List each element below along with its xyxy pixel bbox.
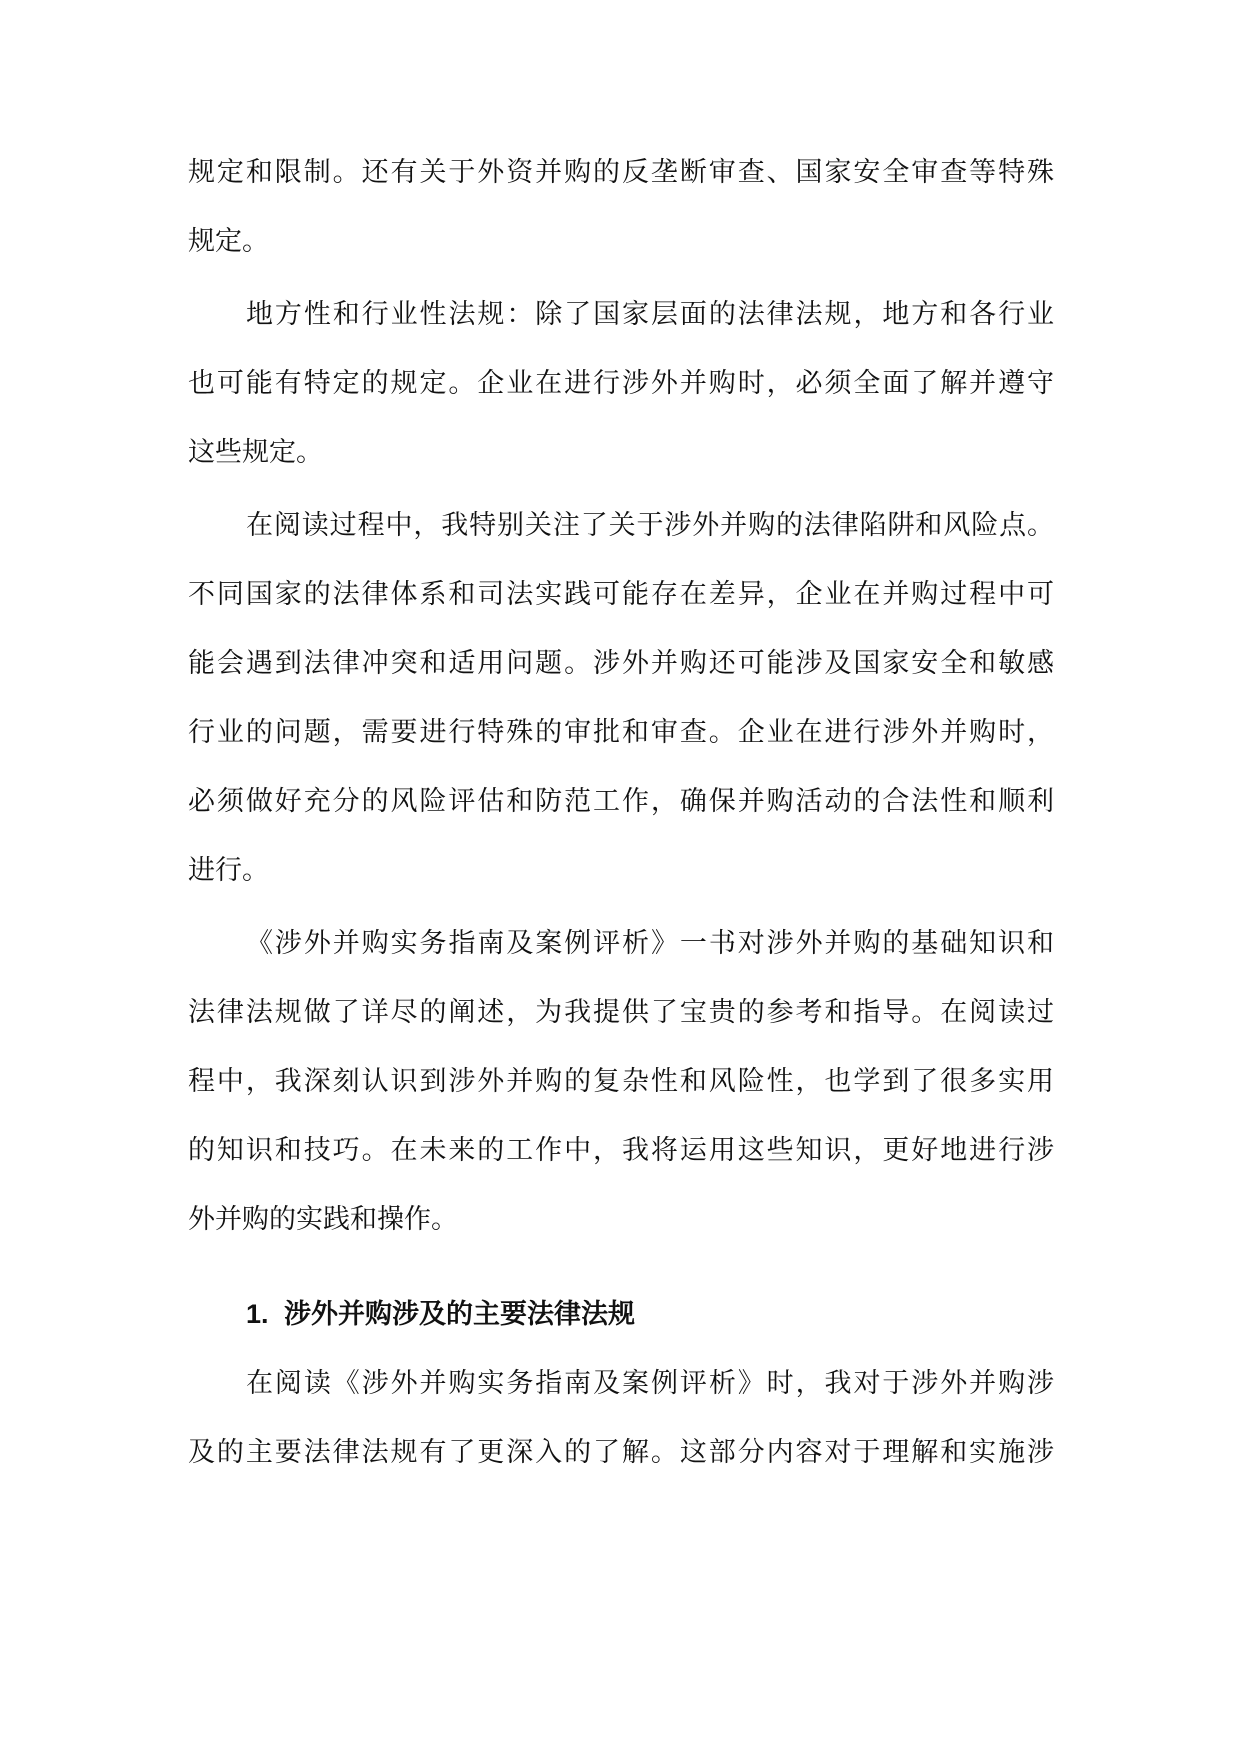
text-line: 《涉外并购实务指南及案例评析》一书对涉外并购的基础知识和 [246,928,1054,959]
text-line: 规定。 [188,226,269,257]
text-line: 外并购的实践和操作。 [188,1204,458,1235]
text-line: 的知识和技巧。在未来的工作中，我将运用这些知识，更好地进行涉 [188,1135,1054,1166]
paragraph [188,491,1054,905]
paragraph [188,138,1054,276]
text-line: 程中，我深刻认识到涉外并购的复杂性和风险性，也学到了很多实用 [188,1066,1054,1097]
paragraph [188,1349,1054,1487]
text-line: 不同国家的法律体系和司法实践可能存在差异，企业在并购过程中可 [188,579,1054,610]
text-line: 必须做好充分的风险评估和防范工作，确保并购活动的合法性和顺利 [188,786,1054,817]
text-line: 法律法规做了详尽的阐述，为我提供了宝贵的参考和指导。在阅读过 [188,997,1054,1028]
text-line: 能会遇到法律冲突和适用问题。涉外并购还可能涉及国家安全和敏感 [188,648,1054,679]
paragraph [188,909,1054,1254]
section-number: 1. [246,1299,269,1329]
document-body [188,138,1054,1487]
text-line: 行业的问题，需要进行特殊的审批和审查。企业在进行涉外并购时， [188,717,1054,748]
text-line: 也可能有特定的规定。企业在进行涉外并购时，必须全面了解并遵守 [188,368,1054,399]
text-line: 在阅读过程中，我特别关注了关于涉外并购的法律陷阱和风险点。 [246,510,1054,541]
section-heading [188,1280,1054,1349]
text-line: 进行。 [188,855,269,886]
text-line: 这些规定。 [188,437,323,468]
text-line: 地方性和行业性法规：除了国家层面的法律法规，地方和各行业 [246,299,1054,330]
text-line: 规定和限制。还有关于外资并购的反垄断审查、国家安全审查等特殊 [188,157,1054,188]
text-line: 在阅读《涉外并购实务指南及案例评析》时，我对于涉外并购涉 [246,1368,1054,1399]
paragraph [188,280,1054,487]
section-title: 涉外并购涉及的主要法律法规 [284,1299,635,1330]
text-line: 及的主要法律法规有了更深入的了解。这部分内容对于理解和实施涉 [188,1437,1054,1468]
